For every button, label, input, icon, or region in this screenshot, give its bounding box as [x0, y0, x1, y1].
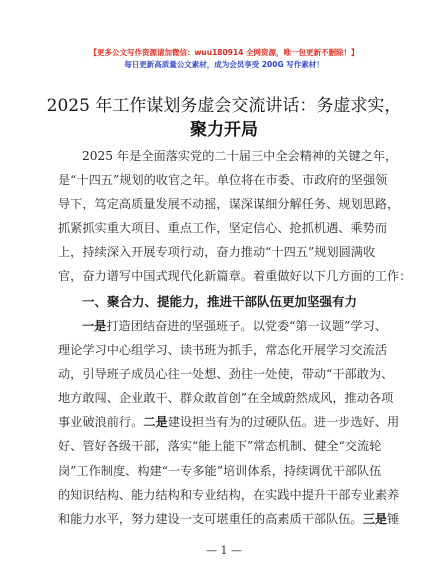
line-text: 锤 [387, 511, 400, 526]
paragraph-line: 官，奋力谱写中国式现代化新篇章。着重做好以下几方面的工作： [58, 269, 412, 284]
paragraph-line: 抓紧抓实重大项目、重点工作，坚定信心、抢抓机遇、乘势而 [58, 221, 388, 236]
line-text: 和能力水平，努力建设一支可堪重任的高素质干部队伍。 [58, 511, 363, 526]
paragraph-line: 的知识结构、能力结构和专业结构，在实践中提升干部专业素养 [58, 487, 400, 502]
document-title-line-2: 聚力开局 [190, 120, 258, 140]
page-number: — 1 — [206, 544, 242, 557]
paragraph-line: 是“十四五”规划的收官之年。单位将在市委、市政府的坚强领 [58, 173, 388, 188]
intro-paragraph [58, 144, 412, 289]
paragraph-line [58, 314, 392, 338]
promo-banner-blue: 每日更新高质量公文素材，成为会员享受 200G 写作素材！ [124, 60, 324, 69]
paragraph-line [58, 410, 400, 434]
paragraph-line: 岗”工作制度、构建“一专多能”培训体系，持续调优干部队伍 [58, 463, 382, 478]
line-text: 事业破浪前行。 [58, 415, 144, 430]
point-marker: 一是 [82, 319, 107, 333]
paragraph-line: 地方敢闯、企业敢干、群众敢首创”在全域蔚然成风，推动各项 [58, 391, 394, 406]
point-marker: 二是 [143, 415, 168, 430]
paragraph-line: 2025 年是全面落实党的二十届三中全会精神的关键之年， [82, 149, 398, 163]
paragraph-line: 好、管好各级干部，落实“能上能下”常态机制、健全“交流轮 [58, 439, 382, 454]
paragraph-line: 导下，笃定高质量发展不动摇，谋深谋细分解任务、规划思路， [58, 197, 400, 212]
promo-banner-red: 【更多公文写作资源请加微信：wuu180914 全网资源，唯一包更新不删除！】 [89, 48, 359, 57]
paragraph-line: 动，引导班子成员心往一处想、劲往一处使，带动“干部敢为、 [58, 367, 394, 382]
section-1-paragraph [58, 314, 400, 531]
line-text: 建设担当有为的过硬队伍。进一步选好、用 [167, 415, 400, 430]
point-marker: 三是 [362, 511, 388, 526]
paragraph-line [58, 507, 400, 531]
line-text: 打造团结奋进的坚强班子。以党委“第一议题”学习、 [106, 319, 387, 333]
document-title-line-1: 2025 年工作谋划务虚会交流讲话：务虚求实， [46, 96, 402, 116]
paragraph-line: 理论学习中心组学习、读书班为抓手，常态化开展学习交流活 [58, 343, 388, 358]
paragraph-line: 上，持续深入开展专项行动，奋力推动“十四五”规划圆满收 [58, 245, 376, 260]
section-heading: 一、聚合力、提能力，推进干部队伍更加坚强有力 [82, 294, 358, 309]
